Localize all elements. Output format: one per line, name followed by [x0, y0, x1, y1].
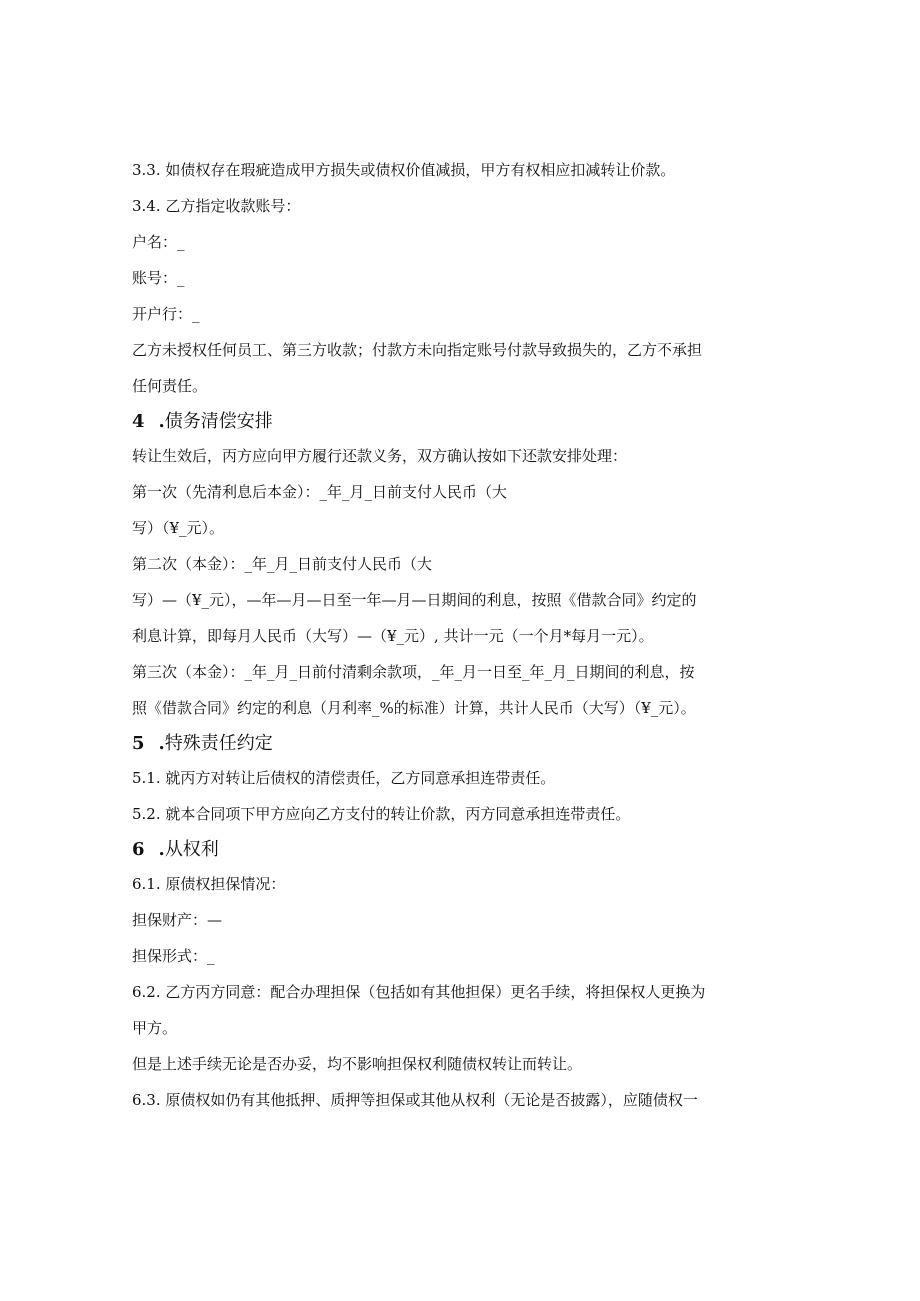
section-6-heading: 6 .从权利	[132, 839, 219, 860]
payment-1-line-2: 写）（¥_元）。	[132, 519, 225, 537]
account-number-field: 账号：_	[132, 269, 185, 287]
clause-6-2-cont: 甲方。	[132, 1019, 178, 1037]
clause-3-3: 3.3. 如债权存在瑕疵造成甲方损失或债权价值减损，甲方有权相应扣减转让价款。	[132, 161, 676, 179]
clause-3-4: 3.4. 乙方指定收款账号：	[132, 197, 301, 215]
section-4-heading: 4 .债务清偿安排	[132, 411, 273, 432]
payment-1-line-1: 第一次（先清利息后本金）：_年_月_日前支付人民币（大	[132, 483, 508, 501]
account-name-field: 户名：_	[132, 233, 185, 251]
section-4-intro: 转让生效后，丙方应向甲方履行还款义务，双方确认按如下还款安排处理：	[132, 447, 628, 465]
no-authorization-text: 乙方未授权任何员工、第三方收款；付款方未向指定账号付款导致损失的，乙方不承担	[132, 341, 703, 359]
guarantee-form-field: 担保形式：_	[132, 947, 215, 965]
clause-6-1: 6.1. 原债权担保情况：	[132, 875, 286, 893]
document-page	[132, 160, 792, 1126]
clause-5-1: 5.1. 就丙方对转让后债权的清偿责任，乙方同意承担连带责任。	[132, 769, 556, 787]
section-6-number: 6	[132, 839, 145, 860]
section-5-heading: 5 .特殊责任约定	[132, 733, 273, 754]
clause-6-3: 6.3. 原债权如仍有其他抵押、质押等担保或其他从权利（无论是否披露），应随债权一	[132, 1091, 698, 1109]
clause-6-2-note: 但是上述手续无论是否办妥，均不影响担保权利随债权转让而转让。	[132, 1055, 583, 1073]
section-4-number: 4	[132, 411, 145, 432]
clause-6-2: 6.2. 乙方丙方同意：配合办理担保（包括如有其他担保）更名手续，将担保权人更换为	[132, 983, 706, 1001]
payment-2-line-1: 第二次（本金）：_年_月_日前支付人民币（大	[132, 555, 433, 573]
section-5-title: 特殊责任约定	[164, 733, 273, 754]
payment-3-line-1: 第三次（本金）：_年_月_日前付清剩余款项，_年_月一日至_年_月_日期间的利息，按	[132, 663, 695, 681]
payment-2-line-2: 写）—（¥_元），—年—月—日至一年—月—日期间的利息，按照《借款合同》约定的	[132, 591, 697, 609]
section-4-title: 债务清偿安排	[164, 411, 273, 432]
section-5-number: 5	[132, 733, 145, 754]
payment-3-line-2: 照《借款合同》约定的利息（月利率_%的标准）计算，共计人民币（大写）（¥_元）。	[132, 699, 696, 717]
payment-2-line-3: 利息计算，即每月人民币（大写）—（¥_元）, 共计一元（一个月*每月一元）。	[132, 627, 654, 645]
clause-5-2: 5.2. 就本合同项下甲方应向乙方支付的转让价款，丙方同意承担连带责任。	[132, 805, 631, 823]
guarantee-property-field: 担保财产：—	[132, 911, 223, 929]
no-authorization-text-cont: 任何责任。	[132, 377, 208, 395]
section-6-title: 从权利	[164, 839, 219, 860]
bank-field: 开户行：_	[132, 305, 200, 323]
